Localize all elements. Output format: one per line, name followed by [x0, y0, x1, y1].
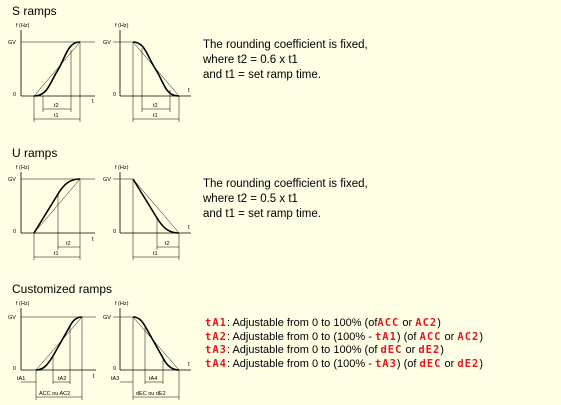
ta1-ref1: ACC: [377, 317, 400, 329]
ta1-or: or: [399, 317, 416, 329]
custom-ramps-title: Customized ramps: [12, 282, 113, 296]
ta2-tail: ): [479, 330, 484, 343]
s-desc-line-2: where t2 = 0.6 x t1: [203, 54, 298, 66]
axis-y-label: f (Hz): [16, 23, 30, 29]
ta3-label: tA3: [111, 376, 120, 382]
ta4-tail: ): [479, 357, 484, 370]
ta3-text: : Adjustable from 0 to 100% (of: [226, 344, 381, 356]
ta1-code: tA1: [205, 317, 227, 329]
zero-label: 0: [13, 92, 17, 98]
axis-t-label: t: [92, 99, 94, 105]
s-ramp-accel-graph: [8, 20, 98, 126]
zero-label: 0: [113, 229, 117, 235]
ta3-row: [205, 344, 483, 358]
u-ramps-title: U ramps: [12, 146, 58, 160]
ta3-ref2: dE2: [418, 344, 441, 356]
t1-label: t1: [153, 113, 158, 119]
custom-ramp-accel-graph: [8, 298, 100, 404]
axis-t-label: t: [92, 237, 94, 243]
u-desc-line-2: where t2 = 0.5 x t1: [203, 193, 298, 205]
axis-t-label: t: [188, 362, 190, 368]
axis-t-label: t: [188, 88, 190, 94]
u-ramp-decel-graph: [103, 162, 193, 268]
ta1-tail: ): [437, 317, 441, 329]
ta4-code: tA4: [205, 357, 227, 370]
ta1-label: tA1: [17, 376, 26, 382]
ta3-or: or: [402, 344, 419, 356]
ta2-ref2: AC2: [457, 330, 480, 343]
s-desc-line-3: and t1 = set ramp time.: [203, 69, 321, 81]
t1-label: t1: [54, 113, 59, 119]
t2-label: t2: [66, 241, 71, 247]
ta4-or: or: [441, 357, 458, 370]
gv-label: GV: [8, 177, 16, 183]
t2-label: t2: [153, 103, 158, 109]
ta1-ref2: AC2: [415, 317, 438, 329]
dec-label: dEC ou dE2: [136, 391, 166, 397]
custom-ramp-decel-graph: [103, 298, 195, 404]
axis-y-label: f (Hz): [115, 23, 129, 29]
gv-label: GV: [8, 40, 16, 46]
ta3-tail: ): [440, 344, 444, 356]
s-ramps-description: [203, 38, 368, 83]
u-desc-line-3: and t1 = set ramp time.: [203, 208, 321, 220]
ta4-mid: tA3: [374, 357, 397, 370]
ta4-text: : Adjustable from 0 to (100% -: [226, 357, 375, 370]
gv-label: GV: [103, 315, 111, 321]
ta3-ref1: dEC: [380, 344, 403, 356]
ta3-code: tA3: [205, 344, 227, 356]
t1-label: t1: [54, 251, 59, 257]
ta2-row: [205, 331, 483, 345]
acc-label: ACC ou AC2: [39, 391, 71, 397]
u-desc-line-1: The rounding coefficient is fixed,: [203, 178, 368, 190]
ta2-ref1: ACC: [419, 330, 442, 343]
zero-label: 0: [113, 92, 117, 98]
ta4-label: tA4: [149, 376, 158, 382]
gv-label: GV: [103, 40, 111, 46]
ta2-text2: ) (of: [396, 330, 420, 343]
s-ramps-title: S ramps: [12, 4, 57, 18]
t2-label: t2: [165, 241, 170, 247]
axis-y-label: f (Hz): [16, 165, 30, 171]
ta4-ref1: dEC: [419, 357, 442, 370]
axis-y-label: f (Hz): [115, 165, 129, 171]
ta2-or: or: [441, 330, 458, 343]
ta1-row: [205, 317, 483, 331]
ta2-label: tA2: [58, 376, 67, 382]
axis-y-label: f (Hz): [115, 301, 129, 307]
ta4-text2: ) (of: [396, 357, 420, 370]
zero-label: 0: [13, 229, 17, 235]
axis-t-label: t: [93, 374, 95, 380]
zero-label: 0: [13, 366, 17, 372]
axis-y-label: f (Hz): [16, 301, 30, 307]
gv-label: GV: [8, 315, 16, 321]
t2-label: t2: [54, 103, 59, 109]
t1-label: t1: [153, 251, 158, 257]
ta2-mid: tA1: [374, 330, 397, 343]
s-ramp-decel-graph: [103, 20, 193, 126]
gv-label: GV: [103, 177, 111, 183]
ta1-text: : Adjustable from 0 to 100% (of: [226, 317, 378, 329]
u-ramp-accel-graph: [8, 162, 98, 268]
ta4-row: [205, 358, 483, 372]
custom-ramps-description: [205, 317, 483, 371]
ta4-ref2: dE2: [457, 357, 480, 370]
ta2-code: tA2: [205, 330, 227, 343]
axis-t-label: t: [188, 225, 190, 231]
zero-label: 0: [113, 366, 117, 372]
ta2-text: : Adjustable from 0 to (100% -: [226, 330, 375, 343]
u-ramps-description: [203, 177, 368, 222]
s-desc-line-1: The rounding coefficient is fixed,: [203, 39, 368, 51]
